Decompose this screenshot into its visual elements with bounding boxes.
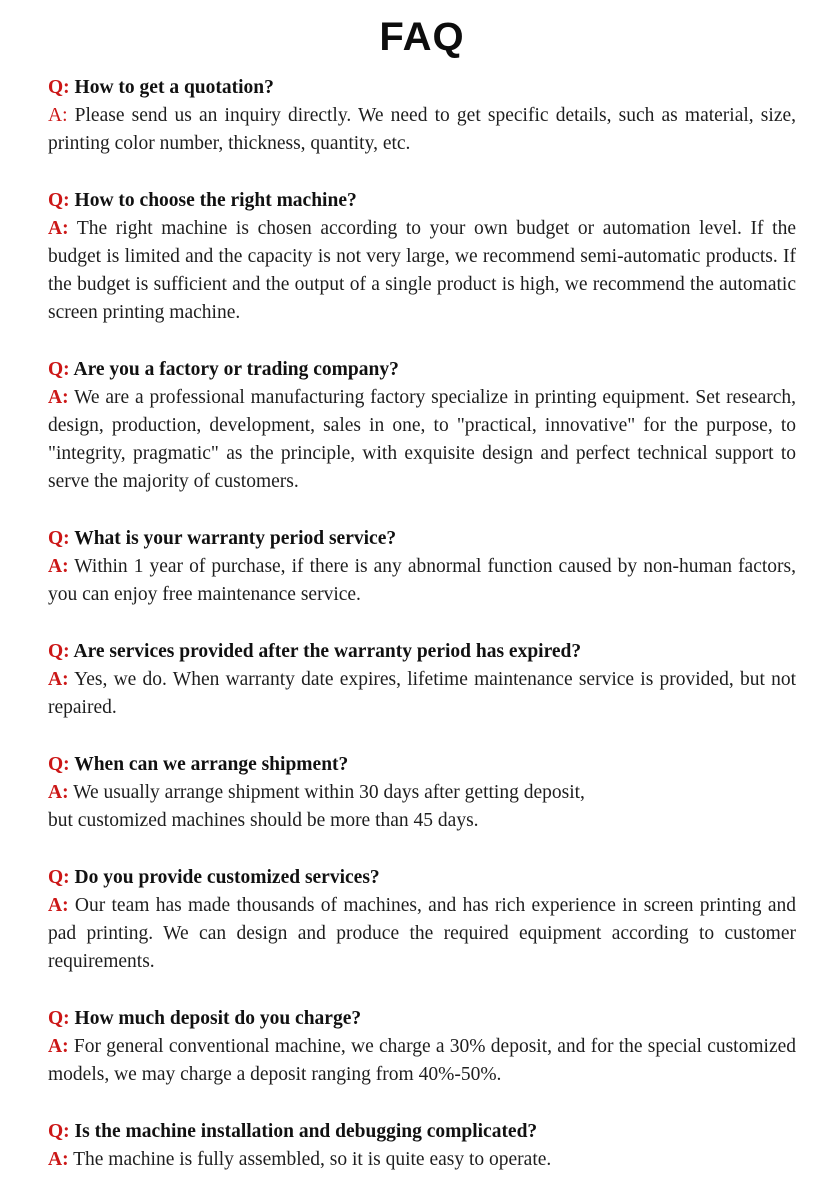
answer-prefix: A: (48, 105, 68, 126)
answer-text: We are a professional manufacturing factory specialize in printing equipment. Set research, design, production, development, sales in one, to "practical, innovative" for the purpose, to "integrity, pragmatic" as the principle, with exquisite design and perfect technical support to serve the majority of customers. (48, 387, 796, 492)
faq-answer (48, 215, 796, 327)
faq-item-right-machine (48, 187, 796, 327)
question-text: What is your warranty period service? (74, 528, 397, 549)
faq-answer (48, 779, 796, 835)
question-text: Are services provided after the warranty period has expired? (73, 641, 582, 662)
answer-prefix: A: (48, 782, 69, 803)
answer-prefix: A: (48, 218, 69, 239)
answer-prefix: A: (48, 556, 69, 577)
faq-answer (48, 892, 796, 976)
faq-answer (48, 553, 796, 609)
question-text: When can we arrange shipment? (74, 754, 349, 775)
faq-question (48, 638, 796, 666)
faq-answer (48, 1146, 796, 1174)
faq-question (48, 525, 796, 553)
faq-question (48, 187, 796, 215)
faq-question (48, 864, 796, 892)
faq-item-after-warranty (48, 638, 796, 722)
faq-question (48, 356, 796, 384)
answer-text: Within 1 year of purchase, if there is any abnormal function caused by non-human factors, you can enjoy free maintenance service. (48, 556, 796, 605)
question-prefix: Q: (48, 359, 70, 380)
answer-text: The machine is fully assembled, so it is quite easy to operate. (73, 1149, 552, 1170)
faq-question (48, 751, 796, 779)
faq-item-deposit (48, 1005, 796, 1089)
faq-answer (48, 384, 796, 496)
question-text: Is the machine installation and debugging complicated? (74, 1121, 538, 1142)
faq-item-shipment (48, 751, 796, 835)
question-text: Do you provide customized services? (74, 867, 380, 888)
question-prefix: Q: (48, 77, 70, 98)
answer-text-line1: We usually arrange shipment within 30 days after getting deposit, (73, 782, 585, 803)
question-prefix: Q: (48, 867, 70, 888)
question-prefix: Q: (48, 1121, 70, 1142)
answer-prefix: A: (48, 387, 69, 408)
faq-item-quotation (48, 74, 796, 158)
answer-text: Yes, we do. When warranty date expires, lifetime maintenance service is provided, but not repaired. (48, 669, 797, 718)
answer-prefix: A: (48, 1149, 69, 1170)
answer-text-line2: but customized machines should be more than 45 days. (48, 810, 479, 831)
faq-item-installation (48, 1118, 796, 1174)
answer-text: For general conventional machine, we charge a 30% deposit, and for the special customized models, we may charge a deposit ranging from 40%-50%. (48, 1036, 796, 1085)
faq-answer (48, 666, 796, 722)
question-prefix: Q: (48, 754, 70, 775)
faq-question (48, 1005, 796, 1033)
faq-question (48, 1118, 796, 1146)
faq-item-factory-or-trading (48, 356, 796, 496)
faq-item-customized-services (48, 864, 796, 976)
question-text: How much deposit do you charge? (74, 1008, 362, 1029)
question-text: How to get a quotation? (74, 77, 274, 98)
faq-answer (48, 1033, 796, 1089)
answer-prefix: A: (48, 895, 69, 916)
question-text: Are you a factory or trading company? (73, 359, 399, 380)
faq-item-warranty-period (48, 525, 796, 609)
answer-prefix: A: (48, 1036, 69, 1057)
question-text: How to choose the right machine? (74, 190, 357, 211)
faq-answer (48, 102, 796, 158)
answer-text: Our team has made thousands of machines, and has rich experience in screen printing and pad printing. We can design and produce the required equipment according to customer requirements. (48, 895, 796, 972)
answer-text: The right machine is chosen according to your own budget or automation level. If the budget is limited and the capacity is not very large, we recommend semi-automatic products. If the budget is sufficient and the output of a single product is high, we recommend the automatic screen printing machine. (48, 218, 796, 323)
answer-text: Please send us an inquiry directly. We need to get specific details, such as material, size, printing color number, thickness, quantity, etc. (48, 105, 797, 154)
question-prefix: Q: (48, 528, 70, 549)
question-prefix: Q: (48, 1008, 70, 1029)
question-prefix: Q: (48, 641, 70, 662)
answer-prefix: A: (48, 669, 69, 690)
faq-question (48, 74, 796, 102)
page-title: FAQ (379, 15, 465, 59)
question-prefix: Q: (48, 190, 70, 211)
